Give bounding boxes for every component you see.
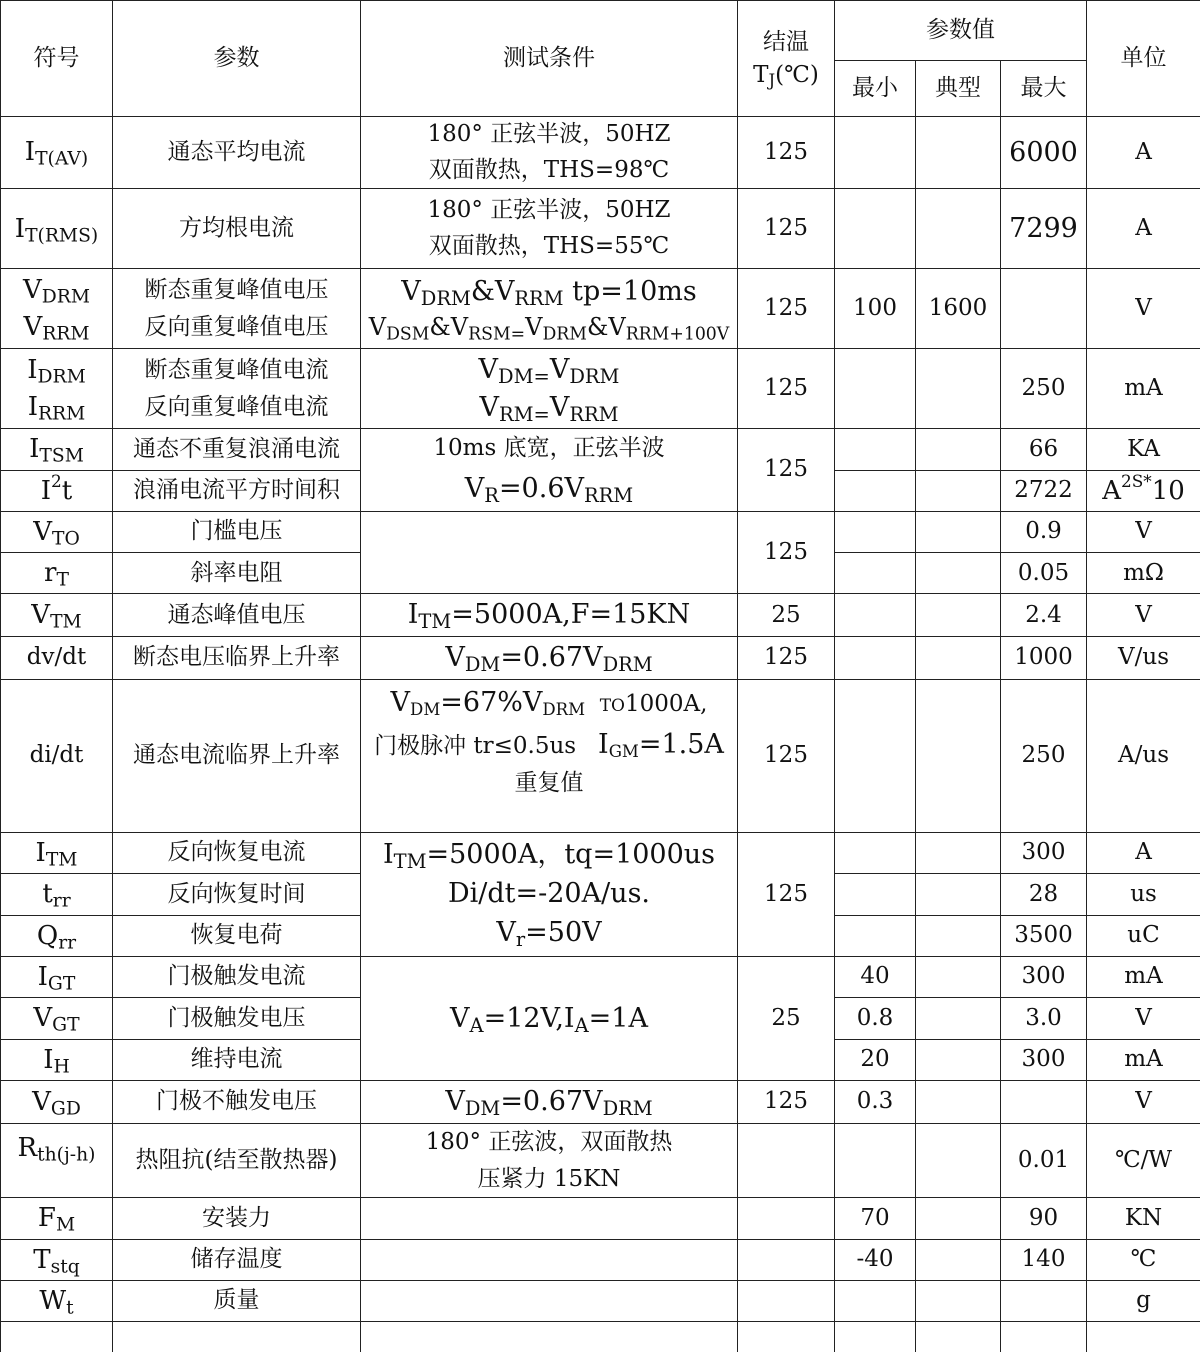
param-cell: 安装力 (113, 1198, 361, 1239)
max-cell: 2.4 (1001, 594, 1087, 637)
condition-cell: 180° 正弦半波，50HZ 双面散热，THS=98℃ (361, 117, 738, 189)
min-cell: 70 (835, 1198, 916, 1239)
max-cell: 90 (1001, 1198, 1087, 1239)
tj-cell: 125 (738, 189, 835, 269)
param-cell: 浪涌电流平方时间积 (113, 470, 361, 511)
condition-cell: $V_A=12V,I_A=1A$ (361, 957, 738, 1081)
table-row (1, 189, 1200, 269)
param-cell: 通态电流临界上升率 (113, 680, 361, 833)
unit-cell: mA (1087, 957, 1200, 998)
table-row (1, 1239, 1200, 1280)
max-cell: 0.01 (1001, 1123, 1087, 1198)
header-test-conditions: 测试条件 (361, 1, 738, 117)
table-row (1, 680, 1200, 833)
tj-cell: 25 (738, 957, 835, 1081)
symbol-cell: $I_H$ (1, 1039, 113, 1080)
min-cell: 40 (835, 957, 916, 998)
unit-cell: us (1087, 874, 1200, 915)
table-row (1, 1080, 1200, 1123)
tj-cell: 125 (738, 637, 835, 680)
param-cell: 方均根电流 (113, 189, 361, 269)
tj-cell: 125 (738, 429, 835, 512)
param-cell: 断态电压临界上升率 (113, 637, 361, 680)
condition-cell: $V_{DM}=0.67V_{DRM}$ (361, 1080, 738, 1123)
symbol-cell: $W_t$ (1, 1280, 113, 1321)
symbol-cell: $I_{T(AV)}$ (1, 117, 113, 189)
symbol-cell: $T_{stq}$ (1, 1239, 113, 1280)
tj-cell: 125 (738, 833, 835, 957)
param-cell: 反向恢复时间 (113, 874, 361, 915)
max-cell: 28 (1001, 874, 1087, 915)
max-cell: 3500 (1001, 915, 1087, 956)
param-cell: 通态峰值电压 (113, 594, 361, 637)
param-cell: 断态重复峰值电流 反向重复峰值电流 (113, 349, 361, 429)
table-row (1, 349, 1200, 429)
typ-cell: 1600 (916, 269, 1001, 349)
unit-cell: V (1087, 594, 1200, 637)
table-row (1, 594, 1200, 637)
condition-cell: $V_{DM=}V_{DRM}$ $V_{RM=}V_{RRM}$ (361, 349, 738, 429)
unit-cell: g (1087, 1280, 1200, 1321)
table-row (1, 833, 1200, 874)
condition-cell: $I_{TM}=5000A,F=15KN$ (361, 594, 738, 637)
table-row (1, 117, 1200, 189)
table-row (1, 637, 1200, 680)
max-cell: 0.05 (1001, 553, 1087, 594)
max-cell: 250 (1001, 349, 1087, 429)
unit-cell: A/us (1087, 680, 1200, 833)
max-cell: 66 (1001, 429, 1087, 470)
unit-cell: A (1087, 117, 1200, 189)
min-cell: 0.8 (835, 998, 916, 1039)
param-cell: 储存温度 (113, 1239, 361, 1280)
symbol-cell: $R_{th(j-h)}$ (1, 1123, 113, 1198)
header-typ: 典型 (916, 61, 1001, 117)
unit-cell: ℃ (1087, 1239, 1200, 1280)
symbol-cell: $V_{TM}$ (1, 594, 113, 637)
unit-cell: KA (1087, 429, 1200, 470)
header-junction-temp: 结温 $T_J(℃)$ (738, 1, 835, 117)
min-cell: 0.3 (835, 1080, 916, 1123)
symbol-cell: $V_{GT}$ (1, 998, 113, 1039)
unit-cell: mA (1087, 349, 1200, 429)
unit-cell: V (1087, 1080, 1200, 1123)
condition-cell: $V_{DM}=67\%V_{DRM}$ TO1000A, 门极脉冲 tr≤0.5us $I_{GM}=1.5A$ 重复值 (361, 680, 738, 833)
unit-cell: mΩ (1087, 553, 1200, 594)
unit-cell: V (1087, 511, 1200, 552)
table-row (1, 269, 1200, 349)
unit-cell: $A^{2S*}10$ (1087, 470, 1200, 511)
param-cell: 门极触发电流 (113, 957, 361, 998)
min-cell: -40 (835, 1239, 916, 1280)
unit-cell: uC (1087, 915, 1200, 956)
symbol-cell: $F_M$ (1, 1198, 113, 1239)
header-symbol: 符号 (1, 1, 113, 117)
unit-cell: ℃/W (1087, 1123, 1200, 1198)
header-max: 最大 (1001, 61, 1087, 117)
symbol-cell: $I^2t$ (1, 470, 113, 511)
condition-cell: 180° 正弦波，双面散热 压紧力 15KN (361, 1123, 738, 1198)
condition-cell: 180° 正弦半波，50HZ 双面散热，THS=55℃ (361, 189, 738, 269)
symbol-cell: $I_{DRM}$ $I_{RRM}$ (1, 349, 113, 429)
symbol-cell: $V_{GD}$ (1, 1080, 113, 1123)
tj-cell: 125 (738, 1080, 835, 1123)
unit-cell: A (1087, 189, 1200, 269)
header-min: 最小 (835, 61, 916, 117)
param-cell: 通态不重复浪涌电流 (113, 429, 361, 470)
unit-cell: KN (1087, 1198, 1200, 1239)
param-cell: 热阻抗(结至散热器) (113, 1123, 361, 1198)
param-cell: 恢复电荷 (113, 915, 361, 956)
tj-cell: 125 (738, 117, 835, 189)
header-unit: 单位 (1087, 1, 1200, 117)
symbol-cell: $V_{DRM}$ $V_{RRM}$ (1, 269, 113, 349)
max-cell: 7299 (1001, 189, 1087, 269)
tj-cell: 125 (738, 349, 835, 429)
unit-cell: V/us (1087, 637, 1200, 680)
max-cell: 300 (1001, 1039, 1087, 1080)
min-cell: 100 (835, 269, 916, 349)
condition-cell: $V_{DRM}\&V_{RRM}$ tp=10ms $V_{DSM}\&V_{RSM=}V_{DRM}\&V_{RRM+100V}$ (361, 269, 738, 349)
table-row (1, 511, 1200, 552)
unit-cell: A (1087, 833, 1200, 874)
max-cell: 2722 (1001, 470, 1087, 511)
condition-cell: $V_{DM}=0.67V_{DRM}$ (361, 637, 738, 680)
unit-cell: mA (1087, 1039, 1200, 1080)
header-parameter: 参数 (113, 1, 361, 117)
max-cell: 6000 (1001, 117, 1087, 189)
table-row (1, 429, 1200, 470)
tj-cell: 125 (738, 680, 835, 833)
max-cell: 300 (1001, 957, 1087, 998)
table-row (1, 1198, 1200, 1239)
symbol-cell: $I_{T(RMS)}$ (1, 189, 113, 269)
symbol-cell: di/dt (1, 680, 113, 833)
max-cell: 250 (1001, 680, 1087, 833)
condition-cell: 10ms 底宽，正弦半波 $V_R=0.6V_{RRM}$ (361, 429, 738, 512)
tj-cell: 125 (738, 269, 835, 349)
symbol-cell: dv/dt (1, 637, 113, 680)
symbol-cell: $V_{TO}$ (1, 511, 113, 552)
param-cell: 维持电流 (113, 1039, 361, 1080)
tj-cell: 125 (738, 511, 835, 594)
symbol-cell: $Q_{rr}$ (1, 915, 113, 956)
param-cell: 门极不触发电压 (113, 1080, 361, 1123)
unit-cell: V (1087, 998, 1200, 1039)
max-cell: 0.9 (1001, 511, 1087, 552)
table-row (1, 1123, 1200, 1198)
param-cell: 门极触发电压 (113, 998, 361, 1039)
min-cell: 20 (835, 1039, 916, 1080)
symbol-cell: $r_T$ (1, 553, 113, 594)
symbol-cell: $t_{rr}$ (1, 874, 113, 915)
symbol-cell: $I_{GT}$ (1, 957, 113, 998)
param-cell: 斜率电阻 (113, 553, 361, 594)
max-cell: 300 (1001, 833, 1087, 874)
symbol-cell: $I_{TSM}$ (1, 429, 113, 470)
table-row (1, 957, 1200, 998)
symbol-cell: $I_{TM}$ (1, 833, 113, 874)
param-cell: 反向恢复电流 (113, 833, 361, 874)
param-cell: 通态平均电流 (113, 117, 361, 189)
unit-cell: V (1087, 269, 1200, 349)
table-row (1, 1280, 1200, 1321)
param-cell: 断态重复峰值电压 反向重复峰值电压 (113, 269, 361, 349)
param-cell: 质量 (113, 1280, 361, 1321)
condition-cell: $I_{TM}=5000A$，tq=1000us Di/dt=-20A/us. $V_r=50V$ (361, 833, 738, 957)
tj-cell: 25 (738, 594, 835, 637)
param-cell: 门槛电压 (113, 511, 361, 552)
max-cell: 140 (1001, 1239, 1087, 1280)
max-cell: 1000 (1001, 637, 1087, 680)
max-cell: 3.0 (1001, 998, 1087, 1039)
header-values: 参数值 (835, 1, 1087, 61)
